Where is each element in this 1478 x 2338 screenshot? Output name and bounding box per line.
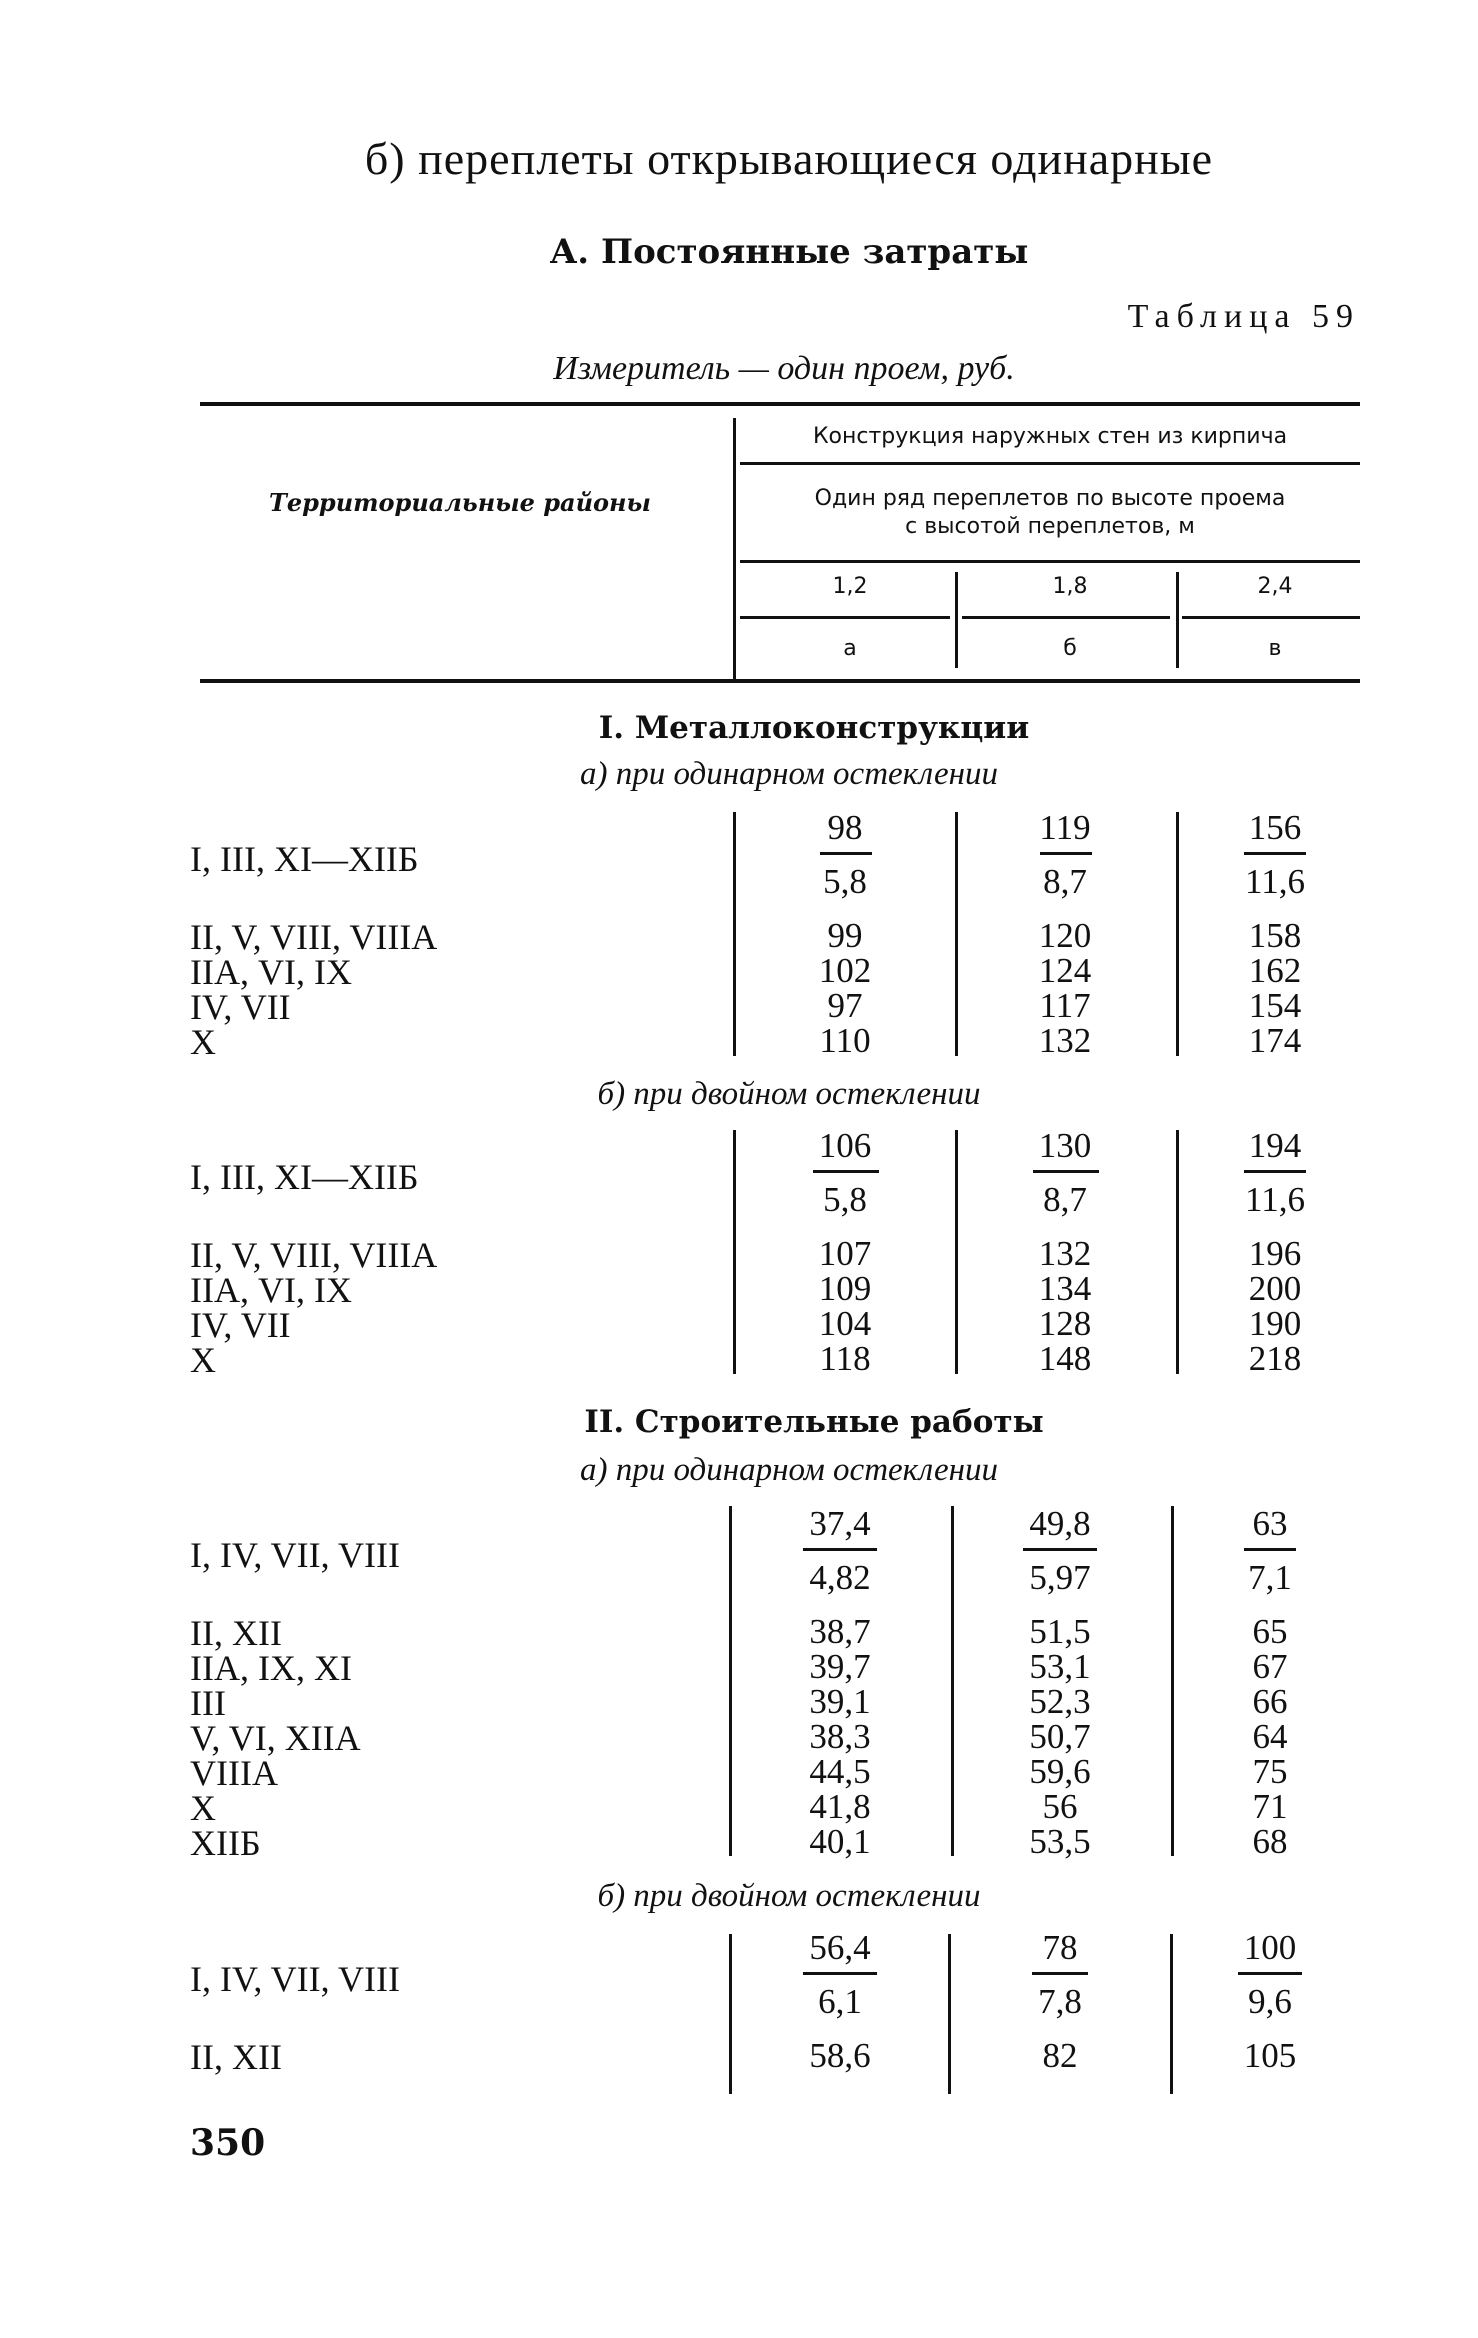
cell: 58,6 xyxy=(809,2036,871,2075)
cell: 53,1 xyxy=(1029,1647,1091,1686)
page-number: 350 xyxy=(190,2122,266,2164)
cell: 120 xyxy=(1038,916,1092,955)
cell: 200 xyxy=(1248,1269,1302,1308)
fraction-region: I, IV, VII, VIII xyxy=(190,1959,400,1999)
frac-top: 78 xyxy=(1042,1928,1078,1967)
frac-bottom: 8,7 xyxy=(1043,1180,1087,1219)
header-height-a: 1,2 xyxy=(832,574,868,599)
fraction-region: I, III, XI—XIIБ xyxy=(190,839,419,879)
cell: 132 xyxy=(1038,1234,1092,1273)
body-vline-2a xyxy=(733,1130,736,1374)
frac-top: 100 xyxy=(1243,1928,1297,1967)
body-vline-2c xyxy=(1176,1130,1179,1374)
table-header-bottom-rule xyxy=(200,679,1360,683)
cell: 117 xyxy=(1039,986,1091,1025)
cell: 53,5 xyxy=(1029,1822,1091,1861)
row-region: XIIБ xyxy=(190,1823,261,1863)
header-rule-3c xyxy=(1182,616,1360,619)
row-region: II, V, VIII, VIIIА xyxy=(190,1235,438,1275)
frac-top: 194 xyxy=(1248,1126,1302,1165)
cell: 82 xyxy=(1042,2036,1078,2075)
table-top-rule xyxy=(200,402,1360,406)
frac-bottom: 9,6 xyxy=(1248,1982,1292,2021)
section-1-double-title: б) при двойном остеклении xyxy=(597,1076,981,1112)
cell: 104 xyxy=(818,1304,872,1343)
cell: 65 xyxy=(1252,1612,1288,1651)
frac-bottom: 11,6 xyxy=(1245,862,1305,901)
cell: 196 xyxy=(1248,1234,1302,1273)
fraction-region: I, III, XI—XIIБ xyxy=(190,1157,419,1197)
fraction-bar xyxy=(1033,1170,1099,1173)
cell: 148 xyxy=(1038,1339,1092,1378)
fraction-bar xyxy=(813,1170,879,1173)
header-rule-3a xyxy=(740,616,950,619)
frac-top: 156 xyxy=(1248,808,1302,847)
header-height-c: 2,4 xyxy=(1257,574,1293,599)
cell: 51,5 xyxy=(1029,1612,1091,1651)
frac-bottom: 11,6 xyxy=(1245,1180,1305,1219)
header-row-line1: Один ряд переплетов по высоте проема xyxy=(814,486,1286,511)
header-row-line2: с высотой переплетов, м xyxy=(905,514,1195,539)
frac-top: 37,4 xyxy=(809,1504,871,1543)
cell: 64 xyxy=(1252,1717,1288,1756)
cell: 190 xyxy=(1248,1304,1302,1343)
frac-top: 106 xyxy=(818,1126,872,1165)
cell: 50,7 xyxy=(1029,1717,1091,1756)
row-region: IIА, VI, IX xyxy=(190,1270,352,1310)
row-region: X xyxy=(190,1340,216,1380)
cell: 56 xyxy=(1042,1787,1078,1826)
row-region: II, V, VIII, VIIIА xyxy=(190,917,438,957)
cell: 39,1 xyxy=(809,1682,871,1721)
header-vline-b xyxy=(955,572,958,668)
cell: 132 xyxy=(1038,1021,1092,1060)
page-heading: б) переплеты открывающиеся одинарные xyxy=(364,133,1214,184)
frac-top: 63 xyxy=(1252,1504,1288,1543)
table-number: Таблица 59 xyxy=(1127,298,1360,335)
section-1-single-title: а) при одинарном остеклении xyxy=(580,756,998,792)
header-rule-2 xyxy=(740,560,1360,563)
section-2-double-title: б) при двойном остеклении xyxy=(597,1878,981,1914)
body-vline-2b xyxy=(955,1130,958,1374)
cell: 162 xyxy=(1248,951,1302,990)
body-vline-3b xyxy=(951,1506,954,1856)
cell: 128 xyxy=(1038,1304,1092,1343)
frac-top: 56,4 xyxy=(809,1928,871,1967)
header-rule-1 xyxy=(740,462,1360,465)
cell: 99 xyxy=(827,916,863,955)
cell: 102 xyxy=(818,951,872,990)
frac-top: 98 xyxy=(827,808,863,847)
row-region: X xyxy=(190,1788,216,1828)
cell: 39,7 xyxy=(809,1647,871,1686)
fraction-bar xyxy=(803,1548,877,1551)
cell: 97 xyxy=(827,986,863,1025)
fraction-bar xyxy=(1040,852,1092,855)
fraction-bar xyxy=(803,1972,877,1975)
cell: 66 xyxy=(1252,1682,1288,1721)
fraction-bar xyxy=(820,852,872,855)
frac-bottom: 5,8 xyxy=(823,862,867,901)
cell: 105 xyxy=(1243,2036,1297,2075)
cell: 124 xyxy=(1038,951,1092,990)
header-construction: Конструкция наружных стен из кирпича xyxy=(812,424,1288,449)
body-vline-1a xyxy=(733,812,736,1056)
frac-bottom: 4,82 xyxy=(809,1558,871,1597)
frac-bottom: 8,7 xyxy=(1043,862,1087,901)
row-region: X xyxy=(190,1022,216,1062)
row-region: II, XII xyxy=(190,1613,282,1653)
fraction-bar xyxy=(1244,1170,1306,1173)
row-region: IIА, VI, IX xyxy=(190,952,352,992)
header-height-b: 1,8 xyxy=(1052,574,1088,599)
fraction-bar xyxy=(1244,1548,1296,1551)
row-region: V, VI, XIIА xyxy=(190,1718,361,1758)
cell: 118 xyxy=(819,1339,871,1378)
frac-bottom: 7,1 xyxy=(1248,1558,1292,1597)
fraction-bar xyxy=(1244,852,1306,855)
cell: 109 xyxy=(818,1269,872,1308)
body-vline-3a xyxy=(729,1506,732,1856)
cell: 107 xyxy=(818,1234,872,1273)
body-vline-4b xyxy=(948,1934,951,2094)
row-region: III xyxy=(190,1683,226,1723)
cell: 110 xyxy=(819,1021,871,1060)
measure-unit: Измеритель — один проем, руб. xyxy=(553,350,1015,387)
cell: 38,7 xyxy=(809,1612,871,1651)
cell: 41,8 xyxy=(809,1787,871,1826)
frac-top: 130 xyxy=(1038,1126,1092,1165)
cell: 40,1 xyxy=(809,1822,871,1861)
cell: 52,3 xyxy=(1029,1682,1091,1721)
section-2-title: II. Строительные работы xyxy=(584,1404,1044,1440)
cell: 134 xyxy=(1038,1269,1092,1308)
cell: 68 xyxy=(1252,1822,1288,1861)
fraction-bar xyxy=(1023,1548,1097,1551)
row-region: VIIIА xyxy=(190,1753,278,1793)
section-heading: А. Постоянные затраты xyxy=(549,232,1029,272)
fraction-bar xyxy=(1238,1972,1302,1975)
cell: 158 xyxy=(1248,916,1302,955)
header-letter-c: в xyxy=(1268,636,1282,661)
cell: 218 xyxy=(1248,1339,1302,1378)
frac-bottom: 5,97 xyxy=(1029,1558,1091,1597)
row-region: IV, VII xyxy=(190,1305,291,1345)
body-vline-3c xyxy=(1171,1506,1174,1856)
cell: 67 xyxy=(1252,1647,1288,1686)
header-letter-a: а xyxy=(843,636,857,661)
header-vline-main xyxy=(733,418,736,680)
frac-bottom: 7,8 xyxy=(1038,1982,1082,2021)
body-vline-4a xyxy=(729,1934,732,2094)
body-vline-1b xyxy=(955,812,958,1056)
row-region: IIА, IX, XI xyxy=(190,1648,352,1688)
cell: 71 xyxy=(1252,1787,1288,1826)
frac-bottom: 5,8 xyxy=(823,1180,867,1219)
frac-top: 49,8 xyxy=(1029,1504,1091,1543)
cell: 44,5 xyxy=(809,1752,871,1791)
row-region: II, XII xyxy=(190,2037,282,2077)
header-rule-3b xyxy=(962,616,1170,619)
section-2-single-title: а) при одинарном остеклении xyxy=(580,1452,998,1488)
frac-top: 119 xyxy=(1039,808,1091,847)
body-vline-4c xyxy=(1170,1934,1173,2094)
fraction-bar xyxy=(1032,1972,1088,1975)
cell: 59,6 xyxy=(1029,1752,1091,1791)
frac-bottom: 6,1 xyxy=(818,1982,862,2021)
header-letter-b: б xyxy=(1063,636,1077,661)
body-vline-1c xyxy=(1176,812,1179,1056)
section-1-title: I. Металлоконструкции xyxy=(598,710,1030,746)
cell: 174 xyxy=(1248,1021,1302,1060)
cell: 154 xyxy=(1248,986,1302,1025)
cell: 75 xyxy=(1252,1752,1288,1791)
fraction-region: I, IV, VII, VIII xyxy=(190,1535,400,1575)
header-vline-c xyxy=(1176,572,1179,668)
header-regions: Территориальные районы xyxy=(269,488,651,517)
cell: 38,3 xyxy=(809,1717,871,1756)
row-region: IV, VII xyxy=(190,987,291,1027)
